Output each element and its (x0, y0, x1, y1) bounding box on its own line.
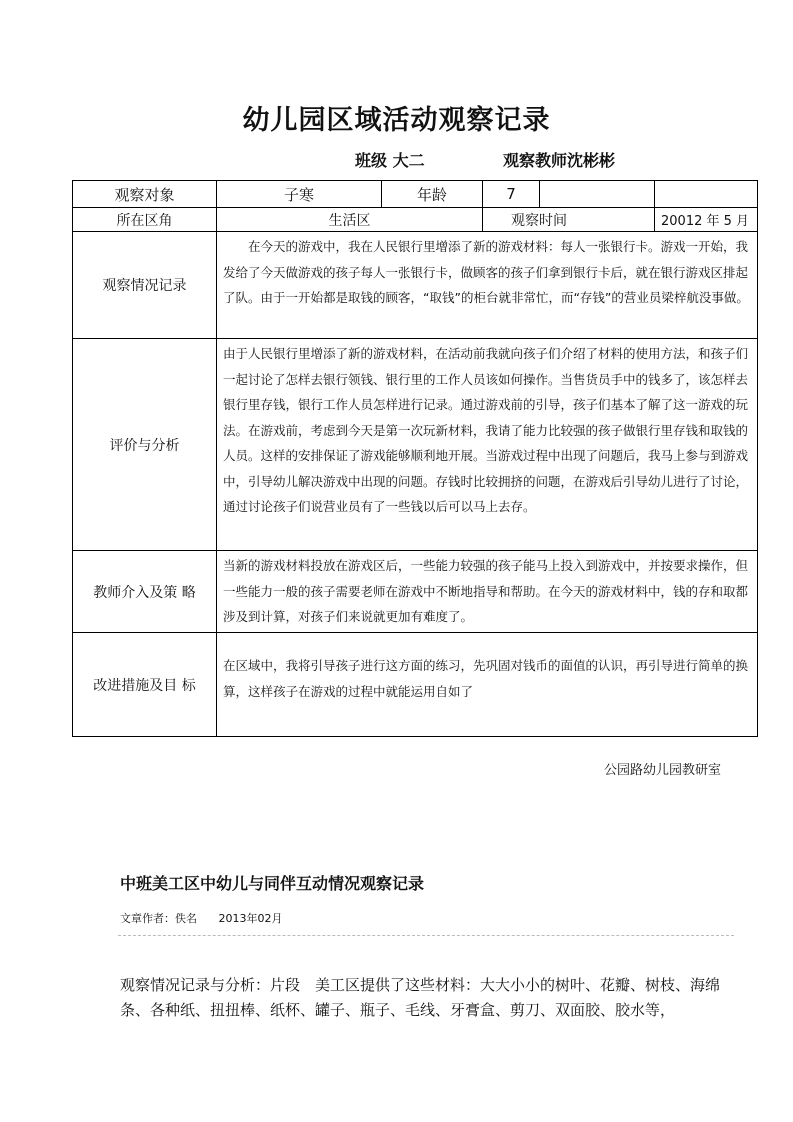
article-body: 观察情况记录与分析：片段 美工区提供了这些材料：大大小小的树叶、花瓣、树枝、海绵条、各种纸、扭扭棒、纸杯、罐子、瓶子、毛线、牙膏盒、剪刀、双面胶、胶水等， (120, 976, 721, 1019)
table-row (73, 232, 758, 339)
empty-cell (540, 181, 655, 208)
observation-text: 在今天的游戏中，我在人民银行里增添了新的游戏材料：每人一张银行卡。游戏一开始，我发给了今天做游戏的孩子每人一张银行卡，做顾客的孩子们拿到银行卡后，就在银行游戏区排起了队。由于一开始都是取钱的顾客，“取钱”的柜台就非常忙，而“存钱”的营业员梁梓航没事做。 (217, 232, 758, 339)
table-row (73, 633, 758, 737)
area-label: 所在区角 (73, 208, 217, 232)
improvement-text: 在区域中，我将引导孩子进行这方面的练习，先巩固对钱币的面值的认识，再引导进行简单的换算，这样孩子在游戏的过程中就能运用自如了 (217, 633, 758, 737)
article-author: 文章作者：佚名 (120, 912, 197, 925)
divider (118, 935, 734, 936)
record-subtitle (355, 148, 616, 171)
table-row (73, 208, 758, 232)
intervention-text: 当新的游戏材料投放在游戏区后，一些能力较强的孩子能马上投入到游戏中，并按要求操作，但一些能力一般的孩子需要老师在游戏中不断地指导和帮助。在今天的游戏材料中，钱的存和取都涉及到计算，对孩子们来说就更加有难度了。 (217, 551, 758, 633)
article-meta (120, 910, 283, 926)
observation-table (72, 180, 758, 737)
table-row (73, 181, 758, 208)
improvement-label: 改进措施及目 标 (73, 633, 217, 737)
table-row (73, 551, 758, 633)
article-date: 2013年02月 (218, 912, 283, 925)
observation-label: 观察情况记录 (73, 232, 217, 339)
class-info: 班级 大二 (355, 151, 425, 170)
time-label: 观察时间 (483, 208, 655, 232)
intervention-label: 教师介入及策 略 (73, 551, 217, 633)
area-value: 生活区 (217, 208, 483, 232)
page-title: 幼儿园区域活动观察记录 (242, 105, 551, 136)
age-label: 年龄 (382, 181, 483, 208)
subject-value: 子寒 (217, 181, 382, 208)
table-row (73, 339, 758, 551)
evaluation-text: 由于人民银行里增添了新的游戏材料，在活动前我就向孩子们介绍了材料的使用方法，和孩子们一起讨论了怎样去银行领钱、银行里的工作人员该如何操作。当售货员手中的钱多了，该怎样去银行里存钱，银行工作人员怎样进行记录。通过游戏前的引导，孩子们基本了解了这一游戏的玩法。在游戏前，考虑到今天是第一次玩新材料，我请了能力比较强的孩子做银行里存钱和取钱的人员。这样的安排保证了游戏能够顺利地开展。当游戏过程中出现了问题后，我马上参与到游戏中，引导幼儿解决游戏中出现的问题。存钱时比较拥挤的问题，在游戏后引导幼儿进行了讨论，通过讨论孩子们说营业员有了一些钱以后可以马上去存。 (217, 339, 758, 551)
age-value: 7 (483, 181, 540, 208)
article-title: 中班美工区中幼儿与同伴互动情况观察记录 (120, 874, 425, 893)
evaluation-label: 评价与分析 (73, 339, 217, 551)
organization-name: 公园路幼儿园教研室 (604, 763, 722, 778)
subject-label: 观察对象 (73, 181, 217, 208)
teacher-info: 观察教师沈彬彬 (503, 151, 616, 170)
empty-cell (655, 181, 758, 208)
time-value: 20012 年 5 月 (655, 208, 758, 232)
